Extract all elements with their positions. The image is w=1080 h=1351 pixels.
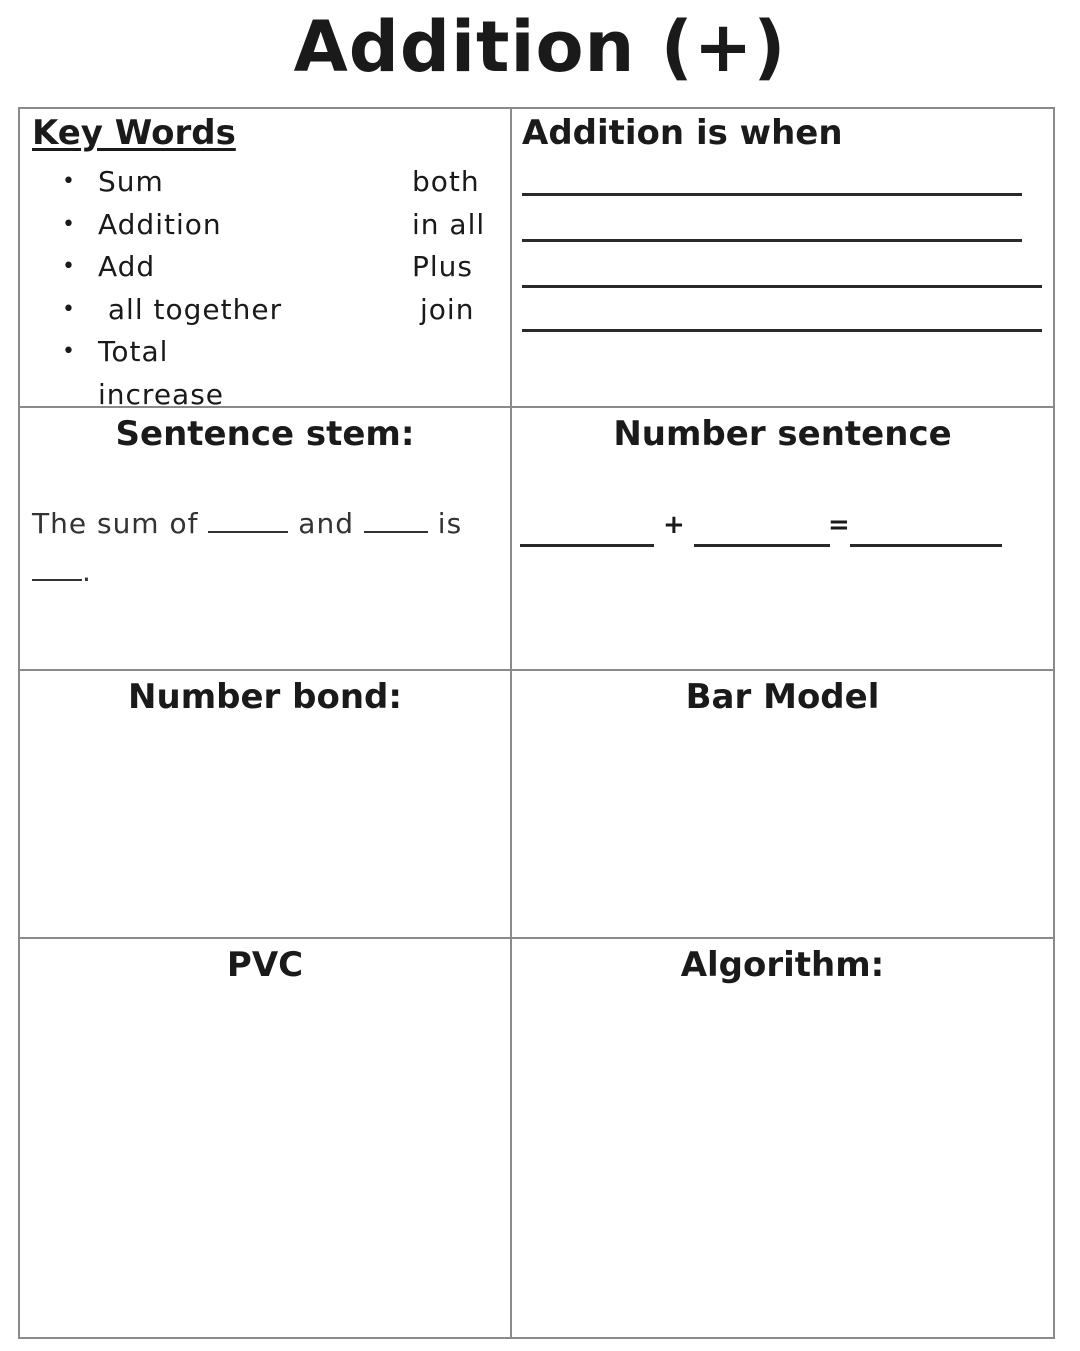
answer-blank bbox=[32, 553, 82, 581]
number-sentence-row bbox=[520, 500, 1020, 550]
key-word-item: increase bbox=[98, 377, 225, 411]
bar-model-heading: Bar Model bbox=[685, 677, 880, 717]
key-word-item: • Add bbox=[60, 246, 282, 289]
key-word-item: in all bbox=[412, 207, 486, 241]
key-word-item: Plus bbox=[412, 250, 473, 284]
addend-blank bbox=[694, 544, 830, 547]
stem-part: and bbox=[298, 507, 354, 540]
key-words-heading: Key Words bbox=[32, 113, 236, 153]
pvc-cell bbox=[20, 939, 510, 1337]
pvc-heading: PVC bbox=[226, 945, 304, 985]
algorithm-heading: Algorithm: bbox=[680, 945, 885, 985]
answer-blank bbox=[364, 505, 428, 533]
answer-blank bbox=[208, 505, 288, 533]
key-word-item: • Addition bbox=[60, 204, 282, 247]
sentence-stem-heading: Sentence stem: bbox=[115, 414, 415, 454]
stem-part: is bbox=[437, 507, 463, 540]
addition-is-when-heading: Addition is when bbox=[522, 113, 843, 153]
sum-blank bbox=[850, 544, 1002, 547]
stem-part: The sum of bbox=[32, 507, 199, 540]
writing-line bbox=[522, 193, 1022, 196]
key-word-item: join bbox=[420, 292, 475, 326]
worksheet-grid bbox=[18, 107, 1055, 1339]
plus-sign: + bbox=[663, 510, 685, 540]
sentence-stem-text bbox=[32, 500, 502, 596]
addend-blank bbox=[520, 544, 654, 547]
page-title: Addition (+) bbox=[293, 6, 787, 88]
addition-is-when-cell bbox=[512, 109, 1053, 406]
stem-end: . bbox=[82, 555, 92, 588]
sentence-stem-cell bbox=[20, 408, 510, 669]
key-words-left-list bbox=[60, 161, 282, 417]
writing-line bbox=[522, 329, 1042, 332]
equals-sign: = bbox=[828, 510, 850, 540]
key-word-item: • Sum bbox=[60, 161, 282, 204]
algorithm-cell bbox=[512, 939, 1053, 1337]
number-sentence-heading: Number sentence bbox=[613, 414, 952, 454]
key-word-item: both bbox=[412, 165, 480, 198]
key-word-item: • Total bbox=[60, 331, 282, 374]
key-words-cell bbox=[20, 109, 510, 411]
writing-line bbox=[522, 285, 1042, 288]
writing-line bbox=[522, 239, 1022, 242]
key-words-right-list bbox=[412, 161, 485, 331]
bar-model-cell bbox=[512, 671, 1053, 937]
number-bond-heading: Number bond: bbox=[128, 677, 402, 717]
number-bond-cell bbox=[20, 671, 510, 937]
key-word-item: • all together bbox=[60, 289, 282, 332]
